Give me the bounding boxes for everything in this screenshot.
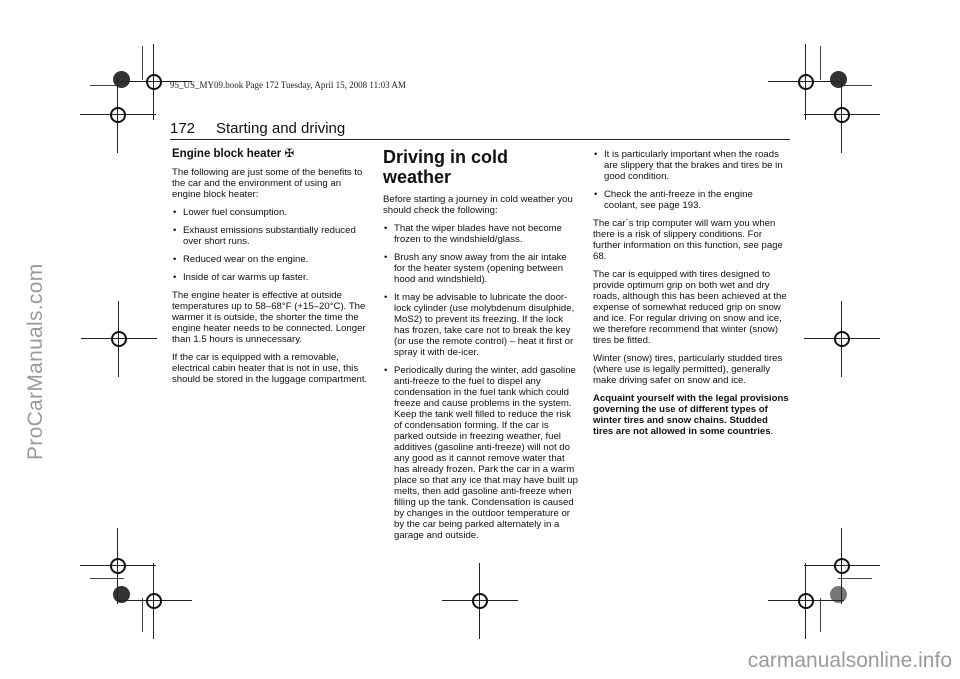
crosshair-mark-icon [822,95,862,135]
paragraph: The car´s trip computer will warn you when there is a risk of slippery conditions. For further information on this function, see page 68. [593,218,783,262]
crosshair-mark-icon [98,95,138,135]
paragraph: The car is equipped with tires designed to provide optimum grip on both wet and dry roads, although this has been achieved at the expense of somewhat reduced grip on snow and ice. For regular driving on snow and ice, we therefore recommend that winter (snow) tires be fitted. [593,269,787,346]
legal-note-bold: Acquaint yourself with the legal provisions governing the use of different types of winter tires and snow chains. Studded tires are not allowed in some countries [593,393,789,437]
paragraph: If the car is equipped with a removable, electrical cabin heater that is not in use, this should be stored in the luggage compartment. [172,352,368,385]
crosshair-mark-icon [786,581,826,621]
crosshair-mark-icon [134,62,174,102]
list-item: • Reduced wear on the engine. [172,254,368,265]
registration-disk-icon [113,71,130,88]
bottom-watermark: carmanualsonline.info [747,649,952,672]
heading-driving-in-cold-weather: Driving in cold weather [383,147,509,187]
paragraph: Before starting a journey in cold weather you should check the following: [383,194,573,216]
page-number: 172 [170,120,196,137]
list-item: • It is particularly important when the roads are slippery that the brakes and tires be in good condition. [593,149,789,182]
header-rule [170,139,790,140]
checklist-continued [593,149,789,211]
crosshair-mark-icon [98,546,138,586]
crosshair-mark-icon [822,546,862,586]
crosshair-mark-icon [786,62,826,102]
benefits-list [172,207,368,283]
crosshair-mark-icon [460,581,500,621]
file-header: 95_US_MY09.book Page 172 Tuesday, April 15, 2008 11:03 AM [170,80,406,90]
crosshair-mark-icon [134,581,174,621]
list-item: • That the wiper blades have not become frozen to the windshield/glass. [383,223,579,245]
list-item: • Exhaust emissions substantially reduced over short runs. [172,225,368,247]
side-watermark: ProCarManuals.com [24,263,47,460]
column-driving-in-cold-weather [383,149,579,548]
list-item: • Periodically during the winter, add gasoline anti-freeze to the fuel to dispel any condensation in the fuel tank which could freeze and cause problems in the system. Keep the tank well filled to reduce the risk of condensation forming. If the car is parked outside in freezing weather, fuel additives (gasoline anti-freeze) will not do any good as it cannot remove water that has already frozen. Park the car in a warm place so that any ice that may have built up melts, then add gasoline anti-freeze when filling up the tank. Condensation is caused by changes in the outdoor temperature or by the car being parked alternately in a garage and outside. [383,365,579,541]
crosshair-mark-icon [822,319,862,359]
legal-note [593,393,789,437]
paragraph: Winter (snow) tires, particularly studded tires (where use is legally permitted), generally make driving safer on snow and ice. [593,353,783,386]
list-item: • Check the anti-freeze in the engine coolant, see page 193. [593,189,789,211]
paragraph: The engine heater is effective at outside temperatures up to 58–68°F (+15–20°C). The warmer it is outside, the shorter the time the engine heater needs to be connected. Longer than 1.5 hours is unnecessary. [172,290,366,345]
list-item: • Lower fuel consumption. [172,207,368,218]
crosshair-mark-icon [99,319,139,359]
list-item: • Inside of car warms up faster. [172,272,368,283]
column-engine-block-heater [172,149,368,392]
section-title: Starting and driving [216,120,346,137]
list-item: • Brush any snow away from the air intake for the heater system (opening between hood and windshield). [383,252,579,285]
checklist [383,223,579,541]
list-item: • It may be advisable to lubricate the door-lock cylinder (use molybdenum disulphide, MoS2) to prevent its freezing. If the lock has frozen, take care not to break the key (or use the remote control) – heat it first or spray it with de-icer. [383,292,579,358]
column-continued [593,149,789,444]
legal-note-end: . [770,426,774,437]
registration-disk-icon [830,71,847,88]
paragraph: The following are just some of the benefits to the car and the environment of using an engine block heater: [172,167,363,200]
heading-engine-block-heater: Engine block heater ✠ [172,148,295,160]
